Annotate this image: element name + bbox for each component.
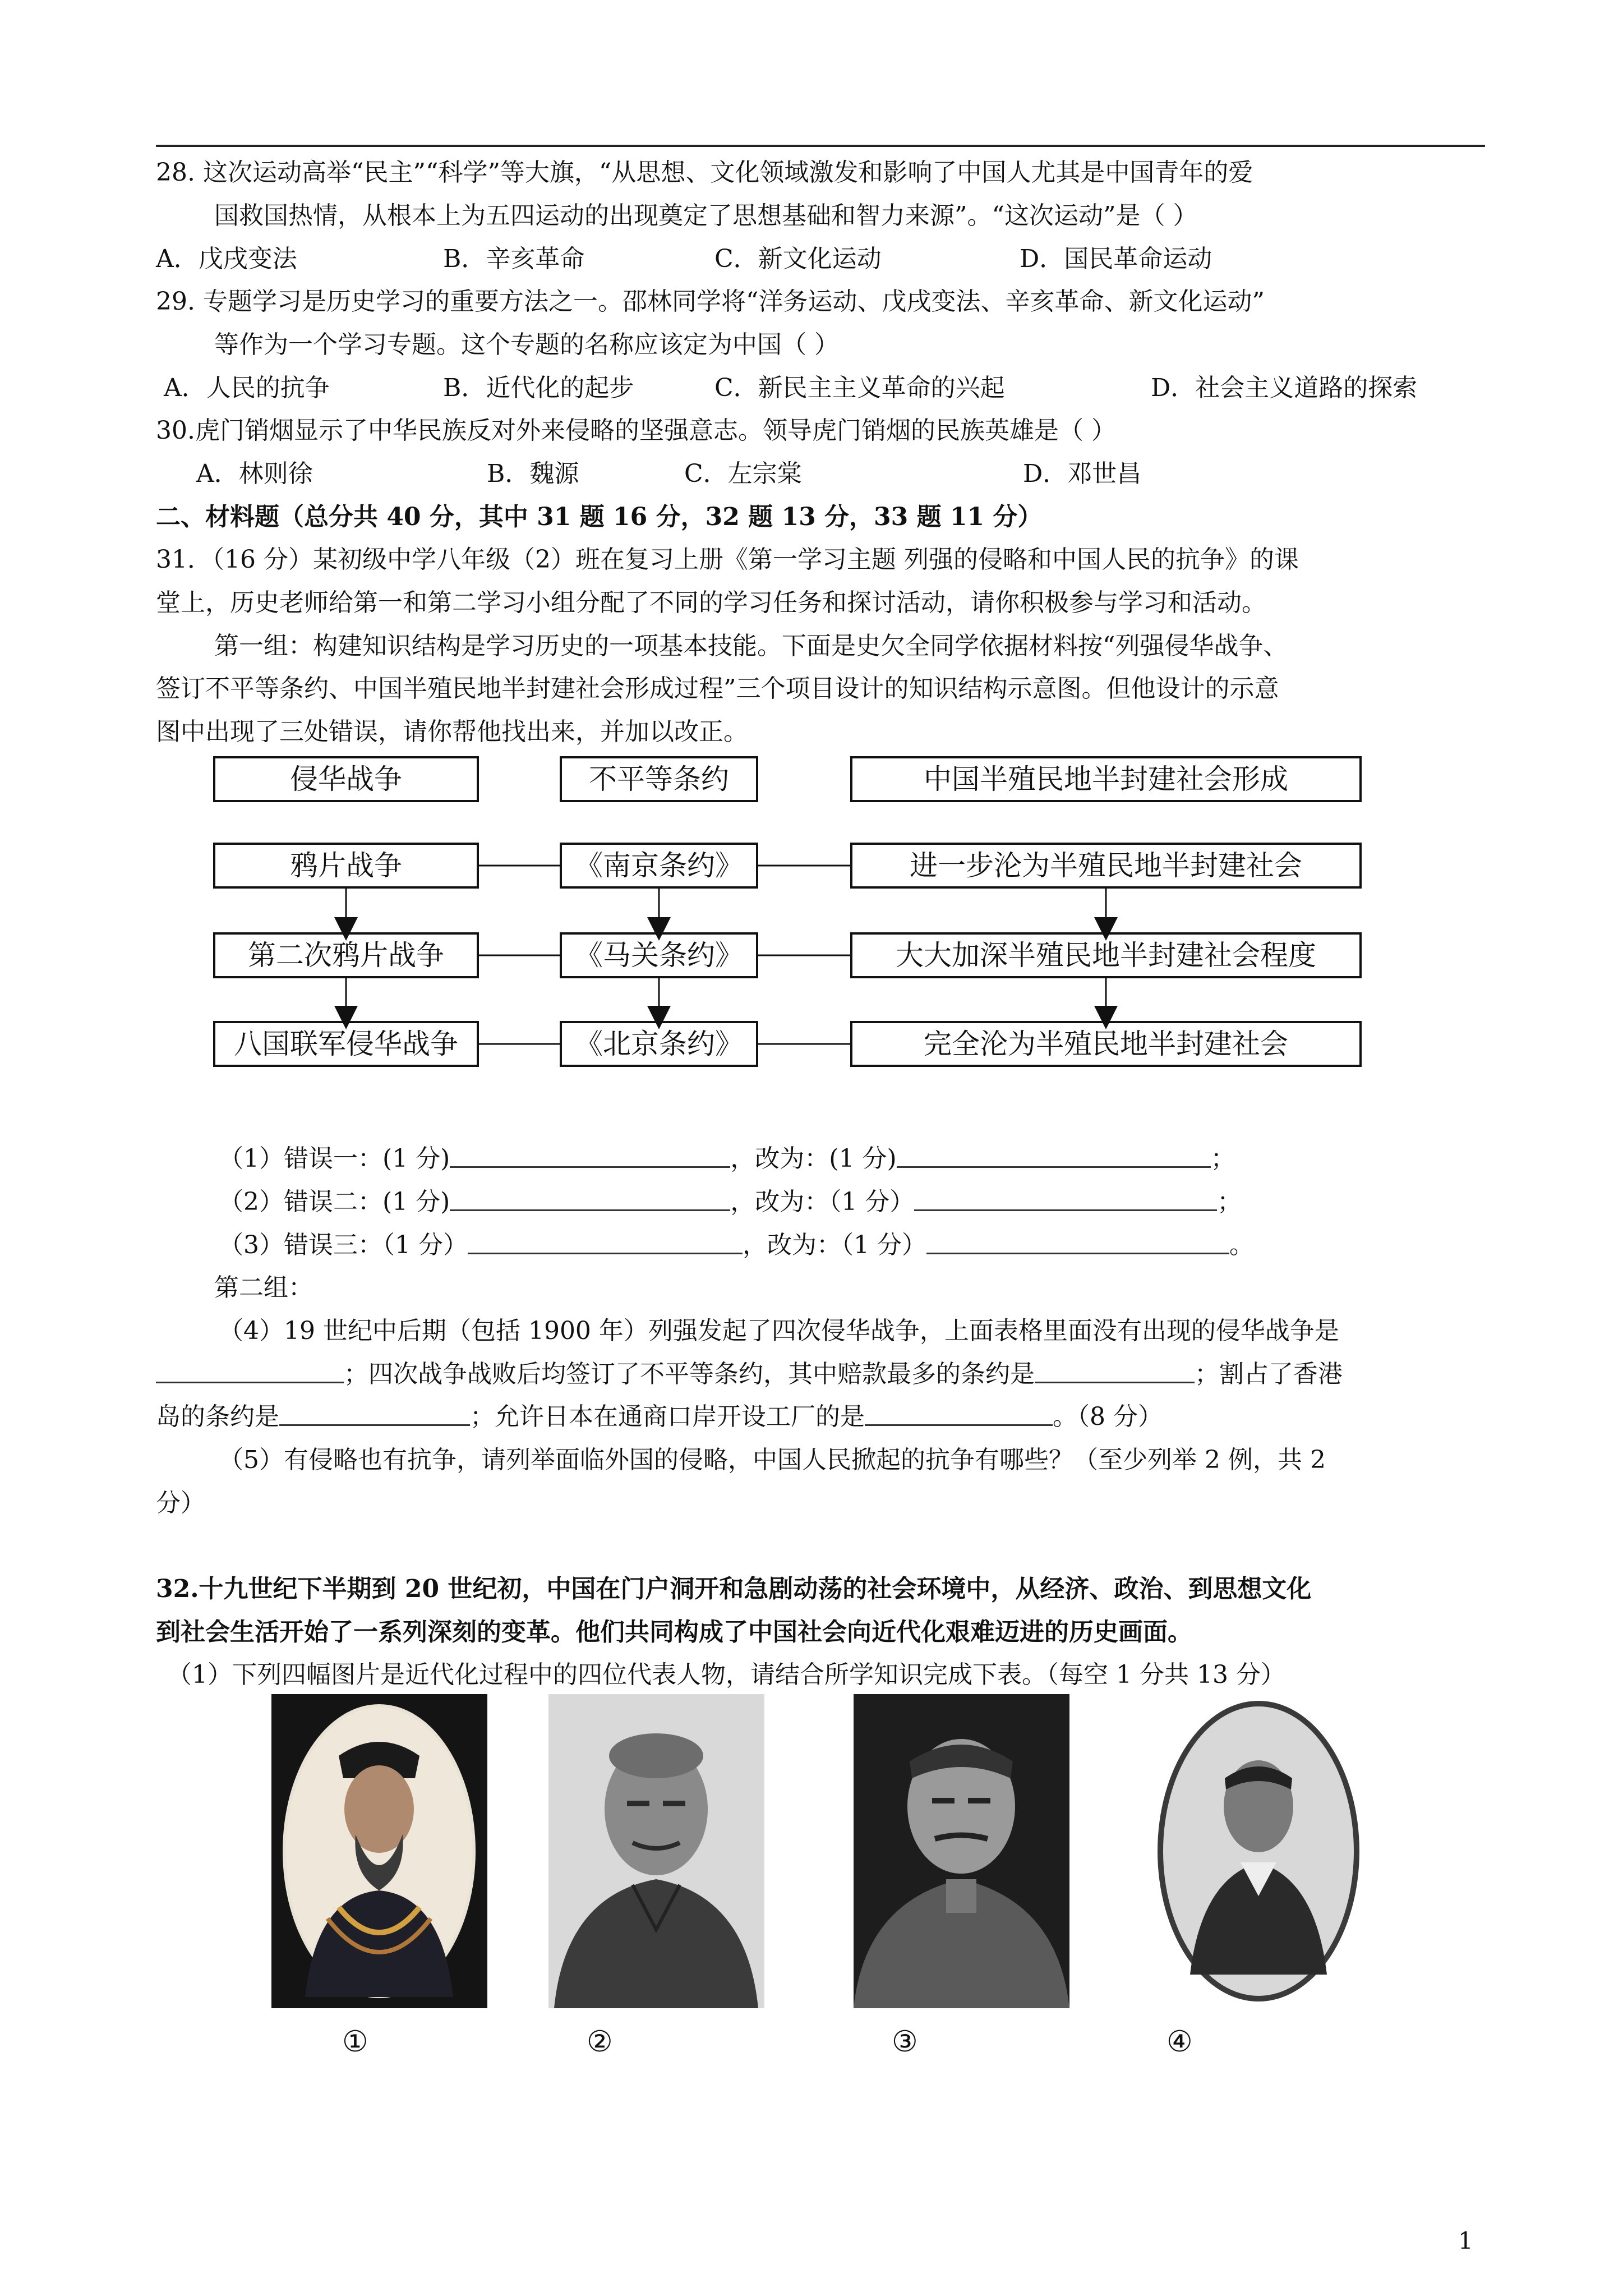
q32-sub1: （1）下列四幅图片是近代化过程中的四位代表人物，请结合所学知识完成下表。（每空 1 分共 13 分） [167,1660,1285,1689]
group2-title: 第二组： [214,1273,313,1302]
q30-option-c[interactable]: C．左宗棠 [684,459,802,488]
page-number: 1 [1458,2227,1473,2254]
error-2-line [219,1185,1553,1219]
error-1-line [219,1142,1553,1176]
q4-line3-text-c: 。（8 分） [1053,1402,1163,1431]
q5-line1: （5）有侵略也有抗争，请列举面临外国的侵略，中国人民掀起的抗争有哪些？（至少列举 2 例，共 2 [219,1446,1326,1474]
error-3-blank[interactable] [468,1230,743,1254]
q31-group1-line2: 签订不平等条约、中国半殖民地半封建社会形成过程”三个项目设计的知识结构示意图。但他设计的示意 [156,674,1279,703]
q4-line3-text-b: ；允许日本在通商口岸开设工厂的是 [470,1402,865,1431]
portrait-2-li-hongzhang [548,1694,764,2008]
portrait-caption-1: ① [342,2025,368,2059]
portrait-caption-4: ④ [1166,2025,1193,2059]
error-2-blank[interactable] [450,1187,730,1211]
portrait-1-zuo-zongtang [271,1694,487,2008]
error-1-label: （1）错误一：(1 分) [219,1144,450,1173]
q29-option-d[interactable]: D．社会主义道路的探索 [1151,374,1418,402]
q31-line1: 31．（16 分）某初级中学八年级（2）班在复习上册《第一学习主题 列强的侵略和中国人民的抗争》的课 [156,545,1299,574]
q4-blank-largest-indemnity[interactable] [1035,1359,1195,1383]
error-2-correct-blank[interactable] [914,1187,1217,1211]
q31-group1-line3: 图中出现了三处错误，请你帮他找出来，并加以改正。 [156,717,748,746]
portrait-caption-3: ③ [892,2025,918,2059]
q4-blank-hongkong-treaty[interactable] [279,1402,470,1426]
society-label-2: 大大加深半殖民地半封建社会程度 [896,939,1316,972]
error-1-correct-label: ，改为：(1 分) [730,1144,897,1173]
error-3-line [219,1228,1553,1262]
q30-option-b[interactable]: B．魏源 [487,459,579,488]
treaty-label-2: 《马关条约》 [575,939,743,972]
section2-title: 二、材料题（总分共 40 分，其中 31 题 16 分，32 题 13 分，33 题 11 分） [156,503,1043,531]
war-label-1: 鸦片战争 [290,849,402,882]
q4-line3 [156,1400,1491,1434]
war-label-2: 第二次鸦片战争 [248,939,444,972]
treaty-label-1: 《南京条约》 [575,849,743,882]
treaty-label-3: 《北京条约》 [575,1028,743,1060]
header-treaties-label: 不平等条约 [589,763,729,795]
q28-option-a[interactable]: A．戊戌变法 [156,245,297,273]
q4-line3-text-a: 岛的条约是 [156,1402,279,1431]
q29-option-c[interactable]: C．新民主主义革命的兴起 [714,374,1005,402]
q5-line2: 分） [156,1489,205,1517]
q28-option-d[interactable]: D．国民革命运动 [1020,245,1212,273]
knowledge-structure-diagram [208,746,1374,1083]
q28-line1: 28. 这次运动高举“民主”“科学”等大旗，“从思想、文化领域激发和影响了中国人尤其是中国青年的爱 [156,158,1253,187]
header-wars-label: 侵华战争 [290,763,402,795]
error-3-label: （3）错误三：（1 分） [219,1231,468,1259]
portrait-3-sun-yatsen [854,1694,1069,2008]
q4-blank-factory-treaty[interactable] [865,1402,1053,1426]
q32-line2: 到社会生活开始了一系列深刻的变革。他们共同构成了中国社会向近代化艰难迈进的历史画面。 [156,1618,1192,1646]
q4-line2 [156,1358,1491,1391]
q32-line1: 32.十九世纪下半期到 20 世纪初，中国在门户洞开和急剧动荡的社会环境中，从经济、政治、到思想文化 [156,1575,1312,1603]
q29-line1: 29. 专题学习是历史学习的重要方法之一。邵林同学将“洋务运动、戊戌变法、辛亥革命、新文化运动” [156,287,1265,316]
header-rule [156,145,1485,147]
q31-line2: 堂上，历史老师给第一和第二学习小组分配了不同的学习任务和探讨活动，请你积极参与学习和活动。 [156,588,1266,617]
q30-option-d[interactable]: D．邓世昌 [1023,459,1142,488]
error-2-label: （2）错误二：(1 分) [219,1188,450,1216]
error-1-end: ； [1210,1144,1235,1173]
error-3-correct-blank[interactable] [926,1230,1229,1254]
q4-line1: （4）19 世纪中后期（包括 1900 年）列强发起了四次侵华战争，上面表格里面没有出现的侵华战争是 [219,1317,1339,1345]
header-society-label: 中国半殖民地半封建社会形成 [924,763,1288,795]
error-3-correct-label: ，改为：（1 分） [742,1231,926,1259]
q28-option-b[interactable]: B．辛亥革命 [443,245,585,273]
portrait-caption-2: ② [587,2025,613,2059]
q4-line2-text-b: ；割占了香港 [1195,1360,1343,1388]
war-label-3: 八国联军侵华战争 [234,1028,458,1060]
error-1-blank[interactable] [450,1144,730,1168]
q4-line2-text-a: ；四次战争战败后均签订了不平等条约，其中赔款最多的条约是 [344,1360,1035,1388]
error-3-end: 。 [1229,1231,1254,1259]
q29-line2: 等作为一个学习专题。这个专题的名称应该定为中国（ ） [214,330,839,359]
society-label-1: 进一步沦为半殖民地半封建社会 [910,849,1302,882]
q29-option-b[interactable]: B．近代化的起步 [443,374,634,402]
q4-blank-missing-war[interactable] [156,1359,344,1383]
q30-option-a[interactable]: A．林则徐 [196,459,313,488]
q31-group1-line1: 第一组：构建知识结构是学习历史的一项基本技能。下面是史欠全同学依据材料按“列强侵华战争、 [214,632,1288,660]
error-2-end: ； [1217,1188,1242,1216]
q29-option-a[interactable]: A．人民的抗争 [164,374,330,402]
q30-line1: 30.虎门销烟显示了中华民族反对外来侵略的坚强意志。领导虎门销烟的民族英雄是（ ） [156,416,1116,445]
society-label-3: 完全沦为半殖民地半封建社会 [924,1028,1288,1060]
q28-option-c[interactable]: C．新文化运动 [714,245,882,273]
error-2-correct-label: ，改为：（1 分） [730,1188,915,1216]
portrait-4-chen-duxiu [1151,1694,1367,2008]
q28-line2: 国救国热情，从根本上为五四运动的出现奠定了思想基础和智力来源”。“这次运动”是（ ） [214,201,1198,230]
error-1-correct-blank[interactable] [897,1144,1211,1168]
